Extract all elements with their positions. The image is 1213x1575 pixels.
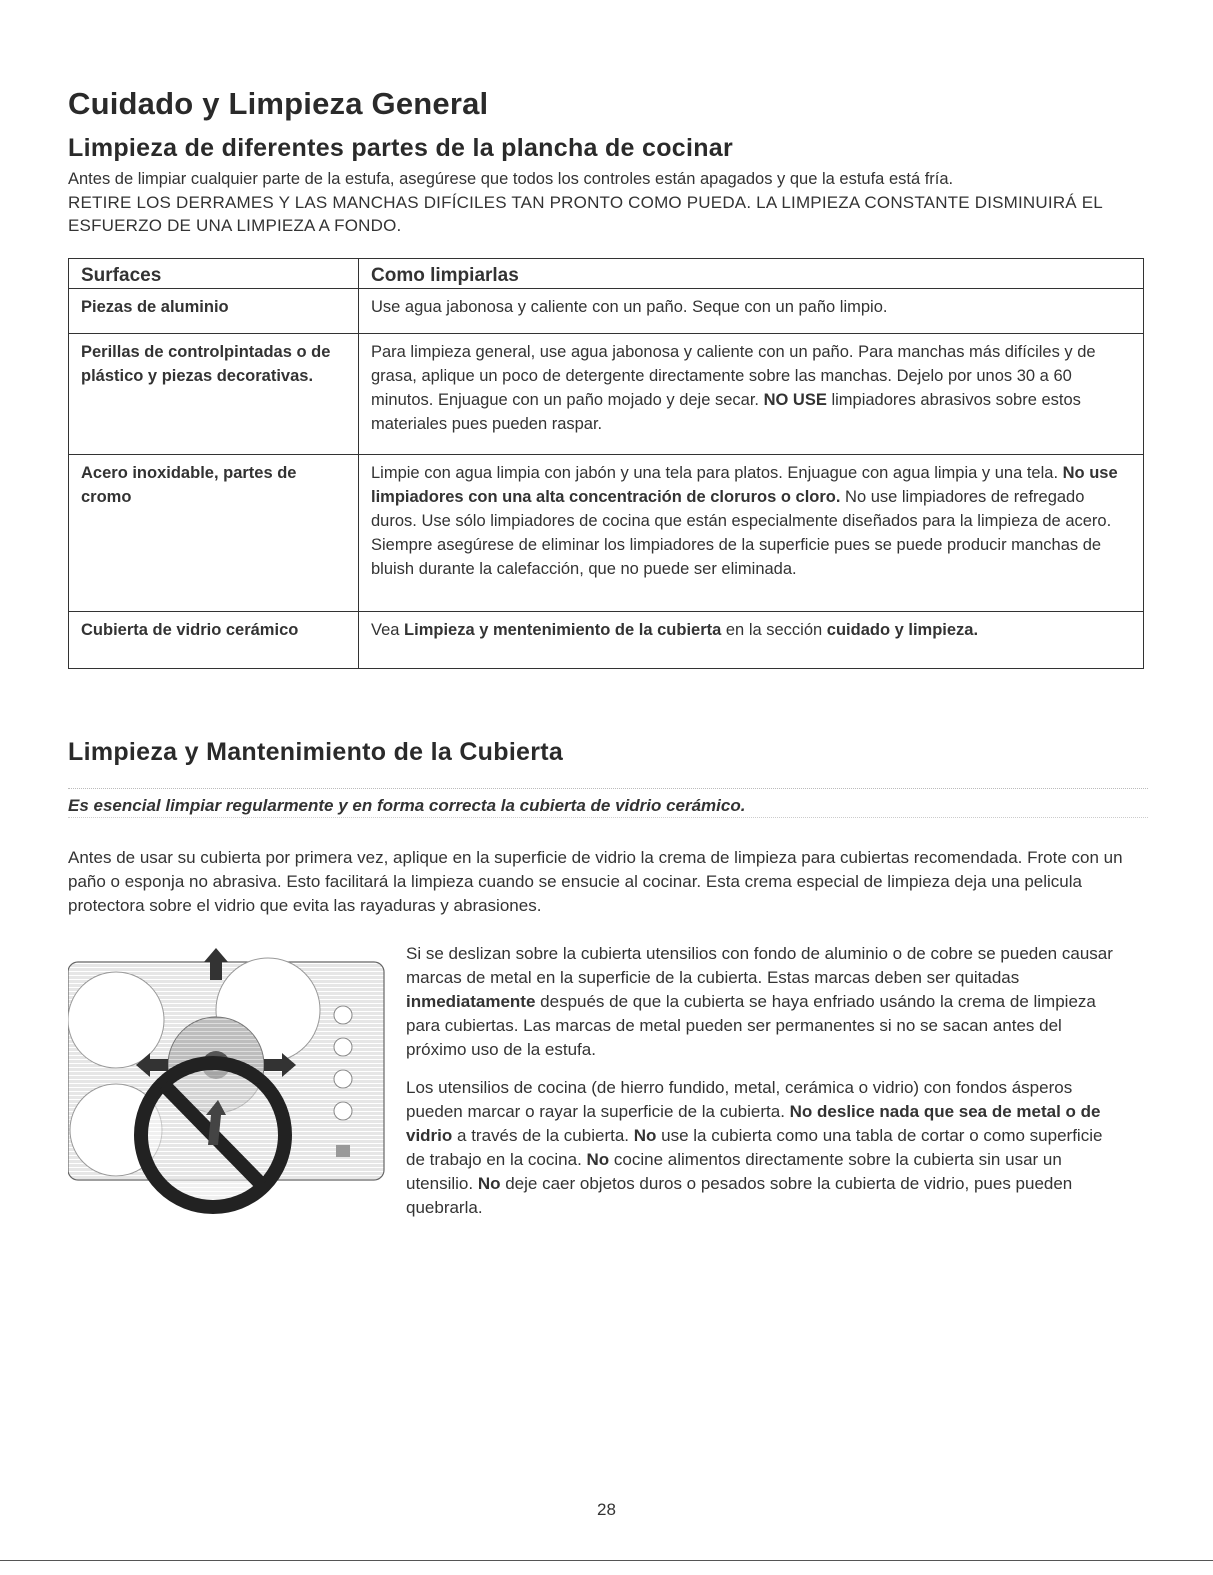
surface-cell: Piezas de aluminio xyxy=(69,289,359,334)
how-cell xyxy=(359,455,1144,612)
paragraph-text: cocine alimentos directamente sobre la cubierta sin usar un utensilio. xyxy=(406,1150,1062,1193)
surface-cell: Perillas de controlpintadas o de plástico y piezas decorativas. xyxy=(69,334,359,455)
paragraph-bold-text: No xyxy=(477,1174,501,1193)
intro-line: Antes de limpiar cualquier parte de la estufa, asegúrese que todos los controles están apagados y que la estufa está fría. xyxy=(68,170,954,188)
first-use-paragraph: Antes de usar su cubierta por primera vez, aplique en la superficie de vidrio la crema de limpieza para cubiertas recomendada. Frote con un paño o esponja no abrasiva. Esto facilitará la limpieza cuando se ensucie al cocinar. Esta crema especial de limpieza deja una pelicula protectora sobre el vidrio que evita las rayaduras y abrasiones. xyxy=(68,848,1123,915)
paragraph-text: Si se deslizan sobre la cubierta utensilios con fondo de aluminio o de cobre se pueden causar marcas de metal en la superficie de la cubierta. Estas marcas deben ser quitadas xyxy=(406,944,1113,987)
intro-text xyxy=(68,168,1148,237)
how-cell xyxy=(359,612,1144,669)
intro-caps-line: RETIRE LOS DERRAMES Y LAS MANCHAS DIFÍCILES TAN PRONTO COMO PUEDA. LA LIMPIEZA CONSTANTE DISMINUIRÁ EL ESFUERZO DE UNA LIMPIEZA A FONDO. xyxy=(68,193,1103,235)
cooktop-no-slide-icon xyxy=(68,940,388,1222)
right-column-text xyxy=(406,942,1122,1234)
paragraph-text: deje caer objetos duros o pesados sobre la cubierta de vidrio, pues pueden quebrarla. xyxy=(406,1174,1073,1217)
table-row xyxy=(69,289,1144,334)
how-cell: Use agua jabonosa y caliente con un paño. Seque con un paño limpio. xyxy=(359,289,1144,334)
cleaning-table xyxy=(68,258,1144,669)
how-text: No use limpiadores de refregado duros. Use sólo limpiadores de cocina que están especialmente diseñados para la limpieza de acero. Siempre asegúrese de eliminar los limpiadores de la superficie pues se puede producir manchas de bluish durante la calefacción, que no puede ser eliminada. xyxy=(371,488,1112,578)
how-bold-text: No use limpiadores con una alta concentración de cloruros o cloro. xyxy=(371,464,1118,506)
paragraph-bold-text: No xyxy=(633,1126,657,1145)
how-text: limpiadores abrasivos sobre estos materiales pues pueden raspar. xyxy=(371,391,1081,433)
table-row xyxy=(69,612,1144,669)
how-text: en la sección xyxy=(721,621,827,639)
how-bold-text: NO USE xyxy=(763,391,827,409)
utensils-paragraph xyxy=(406,1076,1122,1220)
essential-note: Es esencial limpiar regularmente y en forma correcta la cubierta de vidrio cerámico. xyxy=(68,796,746,815)
how-bold-text: Limpieza y mentenimiento de la cubierta xyxy=(404,621,722,639)
how-text: Para limpieza general, use agua jabonosa y caliente con un paño. Para manchas más difíciles y de grasa, aplique un poco de detergente directamente sobre las manchas. Dejelo por unos 30 a 60 minutos. Enjuague con un paño mojado y deje secar. xyxy=(371,343,1096,409)
surface-cell: Cubierta de vidrio cerámico xyxy=(69,612,359,669)
how-bold-text: cuidado y limpieza. xyxy=(826,621,979,639)
page-title: Cuidado y Limpieza General xyxy=(68,86,489,121)
column-header-surfaces: Surfaces xyxy=(69,259,359,289)
table-row xyxy=(69,334,1144,455)
metal-marks-paragraph xyxy=(406,942,1122,1062)
paragraph-text: Los utensilios de cocina (de hierro fundido, metal, cerámica o vidrio) con fondos ásperos pueden marcar o rayar la superficie de la cubierta. xyxy=(406,1078,1073,1121)
section-title: Limpieza y Mantenimiento de la Cubierta xyxy=(68,738,564,766)
how-cell xyxy=(359,334,1144,455)
paragraph-bold-text: No xyxy=(586,1150,610,1169)
paragraph-text: use la cubierta como una tabla de cortar o como superficie de trabajo en la cocina. xyxy=(406,1126,1103,1169)
table-row xyxy=(69,455,1144,612)
table-header-row xyxy=(69,259,1144,289)
paragraph-text: a través de la cubierta. xyxy=(452,1126,634,1145)
page-number: 28 xyxy=(597,1500,616,1519)
surface-cell: Acero inoxidable, partes de cromo xyxy=(69,455,359,612)
cooktop-illustration xyxy=(68,940,388,1222)
bottom-rule xyxy=(0,1560,1213,1561)
column-header-how: Como limpiarlas xyxy=(359,259,1144,289)
paragraph-bold-text: inmediatamente xyxy=(406,992,536,1011)
how-text: Vea xyxy=(371,621,405,639)
section-subtitle: Limpieza de diferentes partes de la plancha de cocinar xyxy=(68,134,734,162)
how-text: Limpie con agua limpia con jabón y una tela para platos. Enjuague con agua limpia y una tela. xyxy=(371,464,1063,482)
paragraph-bold-text: No deslice nada que sea de metal o de vidrio xyxy=(406,1102,1101,1145)
paragraph-text: después de que la cubierta se haya enfriado usándo la crema de limpieza para cubiertas. Las marcas de metal pueden ser permanentes si no se sacan antes del próximo uso de la estufa. xyxy=(406,992,1096,1059)
